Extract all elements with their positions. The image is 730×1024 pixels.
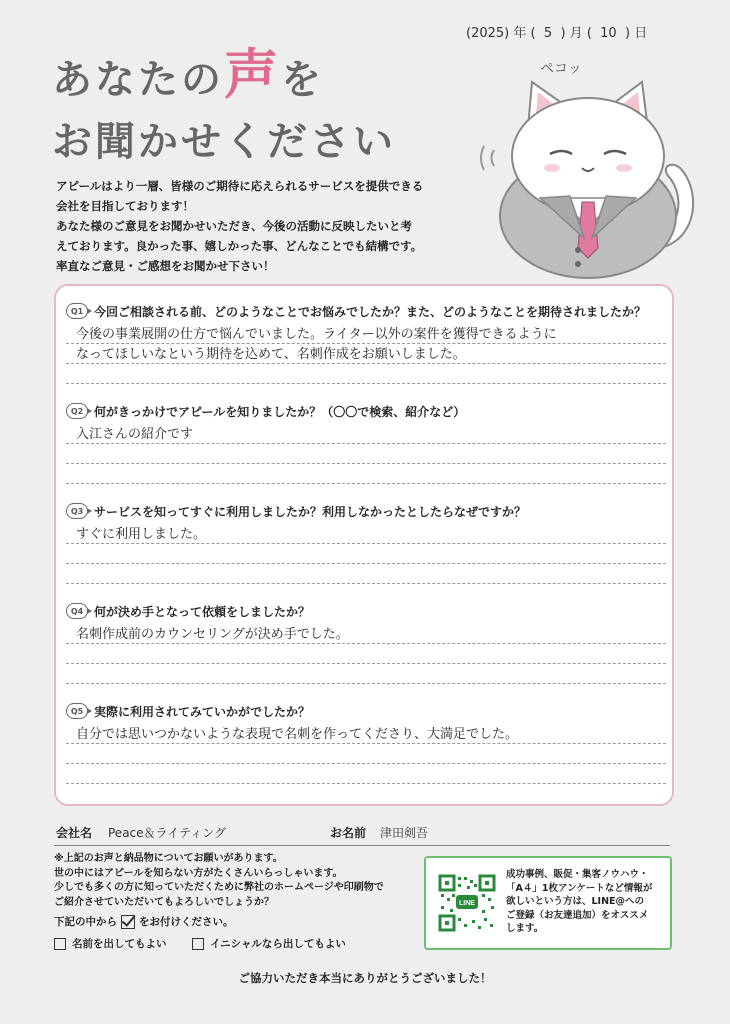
line-promo-line: します。 (506, 923, 544, 934)
qr-line-label: LINE (459, 900, 475, 907)
question-number: Q5 (66, 703, 88, 719)
question-block (66, 700, 666, 784)
question-number: Q3 (66, 503, 88, 519)
info-row (54, 822, 670, 846)
year-open: ( (466, 26, 472, 41)
line-promo-line: 「A４」1枚アンケートなど情報が (506, 882, 653, 894)
month-label: 月 (569, 26, 583, 41)
question-block (66, 500, 666, 584)
answer-line[interactable] (66, 444, 666, 464)
intro-text (56, 176, 456, 276)
option-checkbox[interactable] (54, 938, 66, 950)
mascot-sound: ペコッ (540, 61, 582, 77)
question-number: Q4 (66, 603, 88, 619)
notice-line: 世の中にはアピールを知らない方がたくさんいらっしゃいます。 (54, 867, 343, 879)
option-initial-ok[interactable] (192, 936, 346, 951)
answer-line[interactable]: なってほしいなという期待を込めて、名刺作成をお願いしました。 (66, 344, 666, 364)
select-instruction (54, 914, 234, 929)
answer-line[interactable]: 自分では思いつかないような表現で名刺を作ってくださり、大満足でした。 (66, 724, 666, 744)
answer-line[interactable]: 名刺作成前のカウンセリングが決め手でした。 (66, 624, 666, 644)
year-value: 2025 (471, 26, 505, 41)
option-label: 名前を出してもよい (72, 938, 167, 950)
notice-line: 少しでも多くの方に知っていただくために弊社のホームページや印刷物で (54, 882, 384, 893)
notice-line: ※上記のお声と納品物についてお願いがあります。 (54, 853, 283, 864)
title-emphasis: 声 (224, 43, 281, 106)
title-line2: お聞かせください (52, 119, 396, 165)
question-text: サービスを知ってすぐに利用しましたか？利用しなかったとしたらなぜですか？ (94, 504, 527, 519)
permission-notice (54, 852, 414, 910)
answer-line[interactable] (66, 764, 666, 784)
option-label: イニシャルなら出してもよい (210, 938, 346, 950)
select-before: 下記の中から (54, 916, 117, 928)
day-open: ( (586, 26, 592, 41)
answer-line[interactable] (66, 664, 666, 684)
day-label: 日 (634, 26, 648, 41)
question-text: 何が決め手となって依頼をしましたか？ (94, 604, 311, 619)
question-number: Q2 (66, 403, 88, 419)
answer-line[interactable] (66, 364, 666, 384)
question-block (66, 600, 666, 684)
line-qr-code-icon[interactable] (438, 874, 496, 932)
date-line (466, 22, 706, 41)
intro-line: あなた様のご意見をお聞かせいただき、今後の活動に反映したいと考 (56, 219, 413, 233)
month-close: ) (560, 26, 566, 41)
intro-line: 率直なご意見・ご感想をお聞かせ下さい！ (56, 259, 275, 273)
intro-line: アピールはより一層、皆様のご期待に応えられるサービスを提供できる (56, 179, 424, 193)
answer-line[interactable] (66, 744, 666, 764)
notice-line: ご紹介させていただいてもよろしいでしょうか？ (54, 896, 274, 908)
answer-line[interactable]: 入江さんの紹介です (66, 424, 666, 444)
answer-line[interactable]: 今後の事業展開の仕方で悩んでいました。ライター以外の案件を獲得できるように (66, 324, 666, 344)
answer-line[interactable]: すぐに利用しました。 (66, 524, 666, 544)
company-field[interactable]: Peace＆ライティング (108, 826, 226, 840)
select-after: をお付けください。 (139, 916, 234, 928)
option-checkbox[interactable] (192, 938, 204, 950)
question-number: Q1 (66, 303, 88, 319)
intro-line: えております。良かった事、嬉しかった事、どんなことでも結構です。 (56, 239, 423, 253)
option-name-ok[interactable] (54, 936, 167, 951)
question-block (66, 400, 666, 484)
line-promo-line: 欲しいという方は、LINE@への (506, 896, 645, 907)
name-field[interactable]: 津田剣吾 (380, 826, 429, 840)
intro-line: 会社を目指しております！ (56, 199, 194, 213)
questionnaire-box (54, 284, 674, 806)
question-text: 今回ご相談される前、どのようなことでお悩みでしたか？また、どのようなことを期待されましたか？ (94, 304, 647, 319)
answer-line[interactable] (66, 644, 666, 664)
line-promo-box (424, 856, 672, 950)
year-close: ) (504, 26, 510, 41)
line-promo-line: 成功事例、販促・集客ノウハウ・ (506, 869, 649, 880)
line-promo-line: ご登録（お友達追加）をオススメ (506, 909, 649, 921)
answer-line[interactable] (66, 464, 666, 484)
day-value: 10 (600, 26, 617, 41)
month-open: ( (530, 26, 536, 41)
year-label: 年 (513, 26, 527, 41)
title-line1-after: を (281, 57, 324, 103)
month-value: 5 (543, 26, 553, 41)
question-block (66, 300, 666, 384)
page-title (52, 44, 396, 173)
question-text: 何がきっかけでアピールを知りましたか？（〇〇で検索、紹介など） (94, 404, 466, 419)
thanks-message: ご協力いただき本当にありがとうございました！ (238, 971, 492, 985)
answer-line[interactable] (66, 564, 666, 584)
cat-businessman-icon (470, 68, 710, 280)
answer-line[interactable] (66, 544, 666, 564)
question-text: 実際に利用されてみていかがでしたか？ (94, 704, 311, 719)
checkmark-icon (121, 915, 135, 929)
line-promo-text (506, 868, 668, 936)
name-label: お名前 (330, 826, 367, 840)
day-close: ) (624, 26, 631, 41)
title-line1-before: あなたの (52, 57, 224, 103)
company-label: 会社名 (56, 826, 93, 840)
